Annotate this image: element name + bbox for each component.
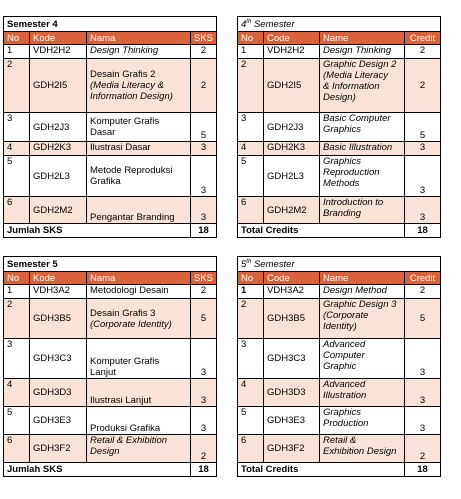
table-row — [238, 59, 441, 113]
row-code: GDH3C3 — [264, 339, 320, 379]
row-code: GDH3E3 — [264, 407, 320, 435]
row-credit: 3 — [405, 379, 441, 407]
header-credit: Credit — [405, 272, 441, 285]
row-code: VDH2H2 — [264, 45, 320, 59]
table-semester-5-en — [237, 256, 440, 477]
table-row — [238, 339, 441, 379]
row-credit: 3 — [191, 156, 217, 197]
row-code: VDH3A2 — [30, 285, 87, 299]
total-row — [4, 463, 217, 477]
table-row — [4, 113, 217, 142]
row-credit: 2 — [191, 285, 217, 299]
row-name: Desain Grafis 3 (Corporate Identity) — [87, 299, 191, 339]
row-credit: 2 — [191, 435, 217, 463]
total-row — [238, 463, 441, 477]
row-name: Advanced Computer Graphic — [320, 339, 405, 379]
row-name: Retail & Exhibition Design — [87, 435, 191, 463]
row-credit: 5 — [405, 299, 441, 339]
row-no: 3 — [4, 113, 30, 142]
header-credit: Credit — [405, 32, 441, 45]
row-no: 3 — [238, 113, 264, 142]
row-name: Basic Computer Graphics — [320, 113, 405, 142]
row-code: GDH2K3 — [264, 142, 320, 156]
table-semester-4-en — [237, 16, 440, 238]
row-no: 1 — [238, 45, 264, 59]
header-name: Name — [320, 32, 405, 45]
header-name: Nama — [87, 272, 191, 285]
row-code: GDH3D3 — [264, 379, 320, 407]
table-row — [4, 197, 217, 224]
row-name: Metode Reproduksi Grafika — [87, 156, 191, 197]
row-credit: 3 — [405, 407, 441, 435]
table-row — [238, 299, 441, 339]
row-no: 6 — [238, 197, 264, 224]
table-row — [4, 45, 217, 59]
row-no: 4 — [4, 379, 30, 407]
table-row — [238, 113, 441, 142]
header-credit: SKS — [191, 272, 217, 285]
row-code: GDH3F2 — [264, 435, 320, 463]
row-code: GDH2M2 — [30, 197, 87, 224]
row-name: Ilustrasi Lanjut — [87, 379, 191, 407]
row-no: 3 — [4, 339, 30, 379]
row-code: GDH2L3 — [30, 156, 87, 197]
row-credit: 2 — [405, 285, 441, 299]
row-code: GDH2J3 — [30, 113, 87, 142]
header-credit: SKS — [191, 32, 217, 45]
table-row — [238, 142, 441, 156]
row-no: 6 — [4, 435, 30, 463]
row-no: 5 — [4, 407, 30, 435]
table-row — [238, 407, 441, 435]
table-semester-5-id — [3, 256, 216, 477]
row-no: 4 — [238, 379, 264, 407]
total-value: 18 — [405, 224, 441, 238]
row-name: Graphics Production — [320, 407, 405, 435]
row-name: Ilustrasi Dasar — [87, 142, 191, 156]
row-credit: 2 — [405, 435, 441, 463]
table-row — [238, 379, 441, 407]
row-no: 5 — [238, 156, 264, 197]
row-no: 2 — [4, 59, 30, 113]
header-code: Kode — [30, 32, 87, 45]
total-value: 18 — [191, 224, 217, 238]
row-credit: 3 — [191, 142, 217, 156]
row-name: Komputer Grafis Dasar — [87, 113, 191, 142]
row-name: Produksi Grafika — [87, 407, 191, 435]
row-name: Advanced Illustration — [320, 379, 405, 407]
table-row — [238, 435, 441, 463]
row-credit: 5 — [191, 113, 217, 142]
row-code: GDH2I5 — [30, 59, 87, 113]
row-name: Introduction to Branding — [320, 197, 405, 224]
row-credit: 3 — [191, 407, 217, 435]
row-credit: 2 — [191, 59, 217, 113]
table-row — [4, 299, 217, 339]
row-code: GDH3B5 — [264, 299, 320, 339]
table-title: 4th Semester — [238, 17, 441, 32]
row-no: 6 — [4, 197, 30, 224]
row-credit: 2 — [191, 45, 217, 59]
row-credit: 3 — [191, 379, 217, 407]
row-name: Komputer Grafis Lanjut — [87, 339, 191, 379]
row-name: Design Method — [320, 285, 405, 299]
total-row — [4, 224, 217, 238]
row-code: GDH3C3 — [30, 339, 87, 379]
table-row — [238, 285, 441, 299]
row-code: GDH3B5 — [30, 299, 87, 339]
table-row — [4, 339, 217, 379]
row-name: Metodologi Desain — [87, 285, 191, 299]
header-no: No — [4, 272, 30, 285]
row-no: 1 — [4, 285, 30, 299]
row-code: GDH2K3 — [30, 142, 87, 156]
row-code: GDH3D3 — [30, 379, 87, 407]
total-value: 18 — [191, 463, 217, 477]
total-label: Jumlah SKS — [4, 224, 191, 238]
row-code: GDH3F2 — [30, 435, 87, 463]
table-row — [4, 142, 217, 156]
row-name: Retail & Exhibition Design — [320, 435, 405, 463]
row-no: 2 — [4, 299, 30, 339]
row-no: 1 — [238, 285, 264, 299]
row-no: 6 — [238, 435, 264, 463]
header-no: No — [4, 32, 30, 45]
row-no: 2 — [238, 299, 264, 339]
total-label: Total Credits — [238, 224, 405, 238]
row-no: 5 — [4, 156, 30, 197]
row-no: 4 — [4, 142, 30, 156]
table-title: Semester 4 — [4, 17, 217, 32]
row-no: 2 — [238, 59, 264, 113]
row-name: Design Thinking — [87, 45, 191, 59]
table-row — [4, 59, 217, 113]
total-label: Total Credits — [238, 463, 405, 477]
row-code: GDH2I5 — [264, 59, 320, 113]
total-value: 18 — [405, 463, 441, 477]
row-code: VDH3A2 — [264, 285, 320, 299]
table-row — [238, 197, 441, 224]
row-credit: 3 — [191, 339, 217, 379]
table-row — [4, 435, 217, 463]
table-row — [238, 45, 441, 59]
row-credit: 5 — [405, 113, 441, 142]
table-row — [4, 379, 217, 407]
header-code: Code — [264, 32, 320, 45]
row-name: Pengantar Branding — [87, 197, 191, 224]
row-credit: 3 — [191, 197, 217, 224]
table-row — [238, 156, 441, 197]
row-name: Basic Illustration — [320, 142, 405, 156]
row-no: 5 — [238, 407, 264, 435]
row-credit: 3 — [405, 197, 441, 224]
table-row — [4, 156, 217, 197]
row-code: GDH2J3 — [264, 113, 320, 142]
row-name: Graphic Design 2 (Media Literacy & Information Design) — [320, 59, 405, 113]
row-credit: 5 — [191, 299, 217, 339]
header-no: No — [238, 272, 264, 285]
row-credit: 3 — [405, 339, 441, 379]
row-credit: 3 — [405, 156, 441, 197]
total-label: Jumlah SKS — [4, 463, 191, 477]
row-no: 1 — [4, 45, 30, 59]
row-name: Design Thinking — [320, 45, 405, 59]
row-code: VDH2H2 — [30, 45, 87, 59]
table-row — [4, 407, 217, 435]
row-credit: 2 — [405, 45, 441, 59]
header-name: Nama — [87, 32, 191, 45]
table-row — [4, 285, 217, 299]
row-credit: 2 — [405, 59, 441, 113]
header-no: No — [238, 32, 264, 45]
row-code: GDH2L3 — [264, 156, 320, 197]
row-code: GDH2M2 — [264, 197, 320, 224]
row-name: Graphic Design 3 (Corporate Identity) — [320, 299, 405, 339]
row-no: 4 — [238, 142, 264, 156]
row-name: Desain Grafis 2 (Media Literacy & Information Design) — [87, 59, 191, 113]
row-no: 3 — [238, 339, 264, 379]
row-name: Graphics Reproduction Methods — [320, 156, 405, 197]
table-semester-4-id — [3, 16, 216, 238]
header-code: Kode — [30, 272, 87, 285]
table-title: 5th Semester — [238, 257, 441, 272]
table-title: Semester 5 — [4, 257, 217, 272]
header-code: Code — [264, 272, 320, 285]
row-credit: 3 — [405, 142, 441, 156]
row-code: GDH3E3 — [30, 407, 87, 435]
header-name: Name — [320, 272, 405, 285]
total-row — [238, 224, 441, 238]
